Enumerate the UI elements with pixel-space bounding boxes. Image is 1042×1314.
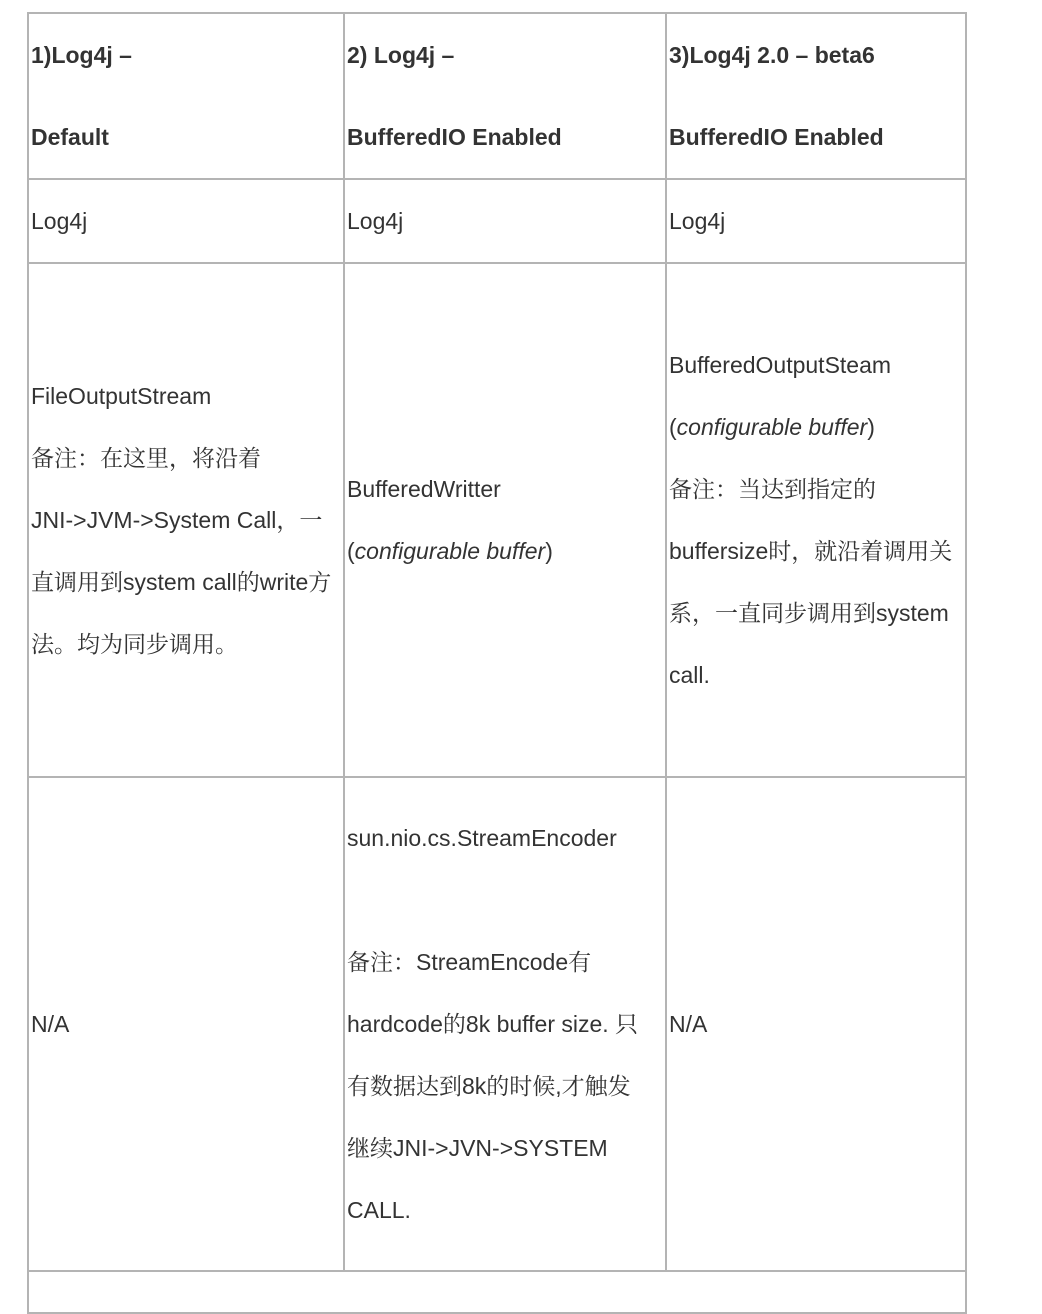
note-line: 直调用到system call的write方 xyxy=(31,569,332,595)
cell-title: BufferedWritter xyxy=(347,476,501,502)
table-row xyxy=(28,1271,966,1313)
note-line: 备注：当达到指定的 xyxy=(669,476,876,502)
paren-close: ) xyxy=(545,538,553,564)
paren-open: ( xyxy=(347,538,355,564)
note-line: 法。均为同步调用。 xyxy=(31,631,238,657)
table-cell xyxy=(28,1271,966,1313)
table-cell xyxy=(344,263,666,777)
cell-title: FileOutputStream xyxy=(31,383,212,409)
header-cell-3 xyxy=(666,13,966,179)
table-cell xyxy=(666,263,966,777)
table-row xyxy=(28,263,966,777)
table-cell: N/A xyxy=(666,777,966,1271)
cell-title: sun.nio.cs.StreamEncoder xyxy=(347,825,617,851)
table-cell: Log4j xyxy=(28,179,344,263)
note-line: call. xyxy=(669,662,710,688)
header-cell-3-line1: 3)Log4j 2.0 – beta6 xyxy=(669,42,875,68)
table-cell xyxy=(344,777,666,1271)
header-cell-2-line1: 2) Log4j – xyxy=(347,42,455,68)
config-note xyxy=(347,520,665,582)
table-cell: Log4j xyxy=(344,179,666,263)
header-row xyxy=(28,13,966,179)
table-row xyxy=(28,179,966,263)
note-line: JNI->JVM->System Call，一 xyxy=(31,507,323,533)
header-cell-2-line2: BufferedIO Enabled xyxy=(347,124,562,150)
note-line: 有数据达到8k的时候,才触发 xyxy=(347,1073,631,1099)
header-cell-2 xyxy=(344,13,666,179)
config-note-italic: configurable buffer xyxy=(676,414,868,440)
header-cell-1 xyxy=(28,13,344,179)
header-cell-1-line1: 1)Log4j – xyxy=(31,42,132,68)
comparison-table xyxy=(27,12,967,1314)
config-note xyxy=(669,396,965,458)
note-line: 备注：StreamEncode有 xyxy=(347,949,592,975)
table-cell: Log4j xyxy=(666,179,966,263)
note-line: hardcode的8k buffer size. 只 xyxy=(347,1011,639,1037)
header-cell-1-line2: Default xyxy=(31,124,109,150)
header-cell-3-line2: BufferedIO Enabled xyxy=(669,124,884,150)
paren-open: ( xyxy=(669,414,677,440)
note-line: CALL. xyxy=(347,1197,411,1223)
note-line: buffersize时，就沿着调用关 xyxy=(669,538,953,564)
note-line: 系，一直同步调用到system xyxy=(669,600,949,626)
cell-title: BufferedOutputSteam xyxy=(669,352,892,378)
paren-close: ) xyxy=(867,414,875,440)
table-cell: N/A xyxy=(28,777,344,1271)
note-line: 继续JNI->JVN->SYSTEM xyxy=(347,1135,608,1161)
table-row xyxy=(28,777,966,1271)
config-note-italic: configurable buffer xyxy=(354,538,546,564)
note-line: 备注：在这里，将沿着 xyxy=(31,445,261,471)
table-cell xyxy=(28,263,344,777)
spacer xyxy=(347,869,665,931)
